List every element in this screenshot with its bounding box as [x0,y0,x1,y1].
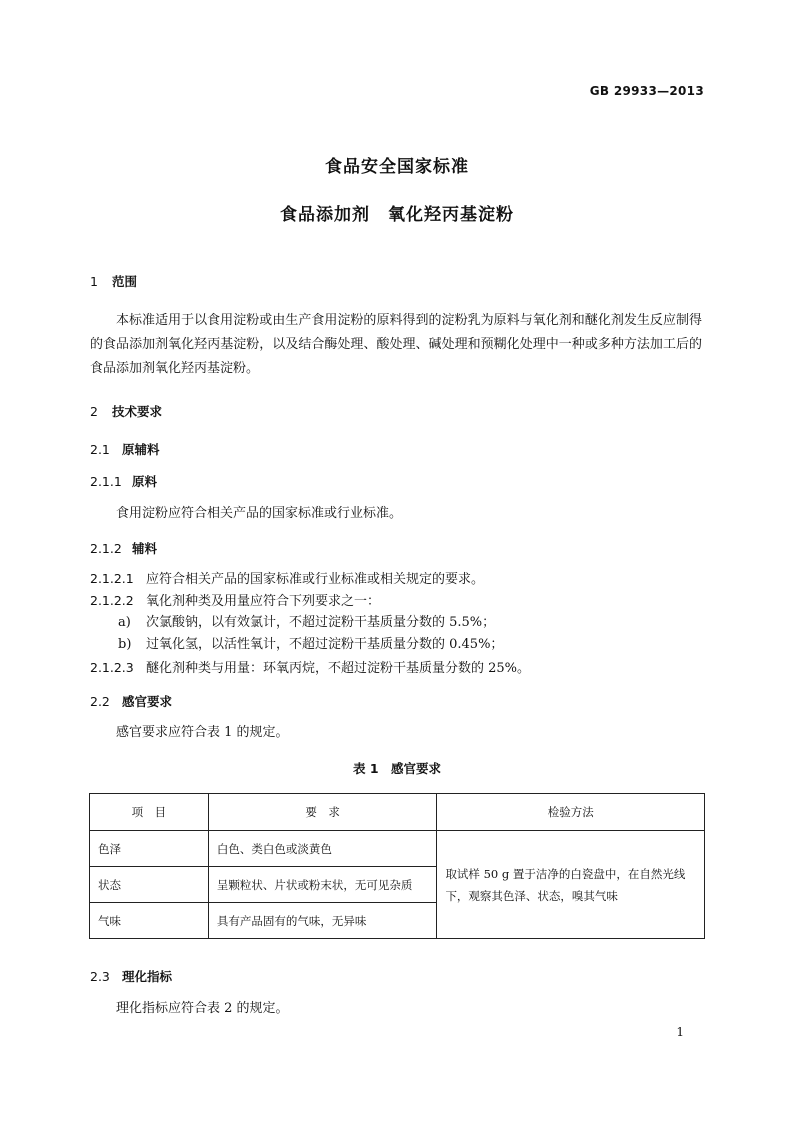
table-cell-method: 取试样 50 g 置于洁净的白瓷盘中，在自然光线下，观察其色泽、状态，嗅其气味 [437,831,705,939]
clause-number: 2.1.2.2 [90,593,134,608]
section-title: 理化指标 [122,969,173,984]
list-item-b [118,633,503,657]
table-cell-requirement: 具有产品固有的气味，无异味 [208,903,437,939]
section-2-1-2-heading [90,539,157,557]
section-title: 辅料 [132,541,158,556]
section-number: 2.1.2 [90,541,122,556]
section-title: 范围 [112,274,138,289]
section-number: 2.1 [90,442,110,457]
section-number: 2.3 [90,969,110,984]
section-2-2-heading [90,692,172,710]
list-label: a) [118,615,131,630]
section-2-3-heading [90,967,172,985]
clause-text: 醚化剂种类与用量：环氧丙烷，不超过淀粉干基质量分数的 25%。 [146,661,531,676]
table-row [90,831,705,867]
clause-number: 2.1.2.3 [90,660,134,675]
section-2-3-paragraph: 理化指标应符合表 2 的规定。 [116,1001,289,1016]
section-2-1-1-heading [90,472,157,490]
list-text: 次氯酸钠，以有效氯计，不超过淀粉干基质量分数的 5.5%； [146,615,496,630]
standard-number: GB 29933—2013 [589,84,704,98]
section-title: 原辅料 [122,442,160,457]
clause-text: 应符合相关产品的国家标准或行业标准或相关规定的要求。 [146,572,485,587]
table-cell-requirement: 呈颗粒状、片状或粉末状，无可见杂质 [208,867,437,903]
table-cell-requirement: 白色、类白色或淡黄色 [208,831,437,867]
section-number: 2 [90,404,98,419]
list-text: 过氧化氢，以活性氧计，不超过淀粉干基质量分数的 0.45%； [146,637,504,652]
section-title: 原料 [132,474,158,489]
section-2-1-1-paragraph: 食用淀粉应符合相关产品的国家标准或行业标准。 [116,506,403,521]
section-2-heading [90,402,162,420]
section-title: 技术要求 [112,404,163,419]
document-title-line1: 食品安全国家标准 [325,157,469,177]
table-cell-item: 色泽 [90,831,209,867]
list-item-a [118,611,495,635]
section-1-paragraph: 本标准适用于以食用淀粉或由生产食用淀粉的原料得到的淀粉乳为原料与氧化剂和醚化剂发生反应制得的食品添加剂氧化羟丙基淀粉，以及结合酶处理、酸处理、碱处理和预糊化处理中一种或多种方法加工后的食品添加剂氧化羟丙基淀粉。 [90,313,702,376]
section-2-1-heading [90,440,160,458]
table-header-item: 项 目 [90,794,209,831]
list-label: b) [118,637,132,652]
section-2-2-paragraph: 感官要求应符合表 1 的规定。 [116,725,289,740]
table-header-row [90,794,705,831]
table-1 [89,793,705,939]
clause-text: 氧化剂种类及用量应符合下列要求之一： [146,594,381,609]
table-1-caption: 表 1 感官要求 [352,761,442,776]
clause-2-1-2-3 [90,656,530,681]
section-number: 2.1.1 [90,474,122,489]
section-1-heading [90,272,137,290]
table-header-requirement: 要 求 [208,794,437,831]
table-cell-item: 状态 [90,867,209,903]
table-cell-item: 气味 [90,903,209,939]
page-number: 1 [676,1025,684,1039]
table-header-method: 检验方法 [437,794,705,831]
section-number: 2.2 [90,694,110,709]
document-title-line2: 食品添加剂 氧化羟丙基淀粉 [280,205,514,225]
clause-number: 2.1.2.1 [90,571,134,586]
section-title: 感官要求 [122,694,173,709]
section-number: 1 [90,274,98,289]
